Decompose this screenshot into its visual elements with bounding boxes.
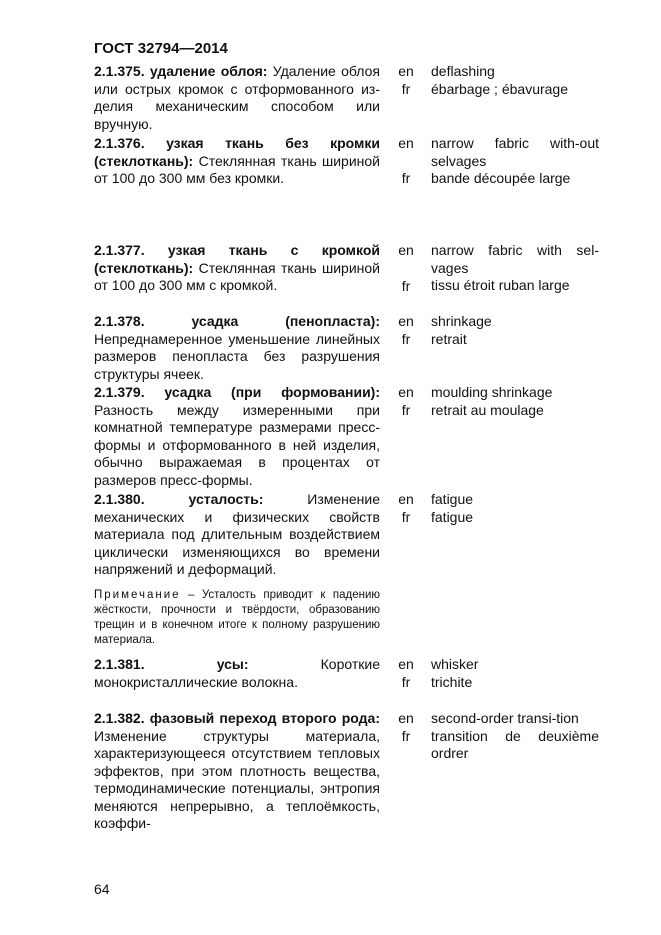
term-text <box>94 384 380 489</box>
term-name: усадка (при формовании): <box>164 384 380 400</box>
term-definition: Стеклянная ткань шириной от 100 до 300 мм без кромки. <box>94 152 380 186</box>
equivalents-column <box>431 384 599 419</box>
en-equivalent: narrow fabric with sel-vages <box>431 242 599 276</box>
note <box>94 588 380 648</box>
term-definition: Короткие монокристаллические волокна. <box>94 656 380 690</box>
term-number: 2.1.375. <box>94 63 145 79</box>
lang-fr-label: fr <box>401 278 411 294</box>
term-name: усталость: <box>188 491 264 507</box>
en-equivalent: narrow fabric with-out selvages <box>431 135 599 169</box>
term-text <box>94 135 380 188</box>
en-equivalent: moulding shrinkage <box>431 384 553 400</box>
fr-equivalent: ébarbage ; ébavurage <box>431 80 568 97</box>
lang-en-label: en <box>398 656 414 672</box>
term-definition: Изменение механических и физических свойств материала под длительным воздействием циклически изменяющихся во времени напряжений и деформаций. <box>94 491 380 577</box>
term-text <box>94 242 380 295</box>
page-number: 64 <box>94 881 110 897</box>
lang-en-label: en <box>398 313 414 329</box>
term-number: 2.1.377. <box>94 242 145 258</box>
lang-column <box>394 491 418 526</box>
lang-fr-label: fr <box>401 170 411 186</box>
equivalents-column <box>431 135 599 188</box>
fr-equivalent: bande découpée large <box>431 170 571 186</box>
lang-en-label: en <box>398 384 414 400</box>
term-text <box>94 63 380 133</box>
term-definition: Стеклянная ткань шириной от 100 до 300 мм с кромкой. <box>94 259 380 293</box>
en-equivalent: whisker <box>431 656 479 672</box>
fr-equivalent: fatigue <box>431 508 474 525</box>
lang-column <box>394 278 418 296</box>
en-equivalent: deflashing <box>431 63 495 79</box>
term-number: 2.1.382. <box>94 710 145 726</box>
term-definition: Удаление облоя или острых кромок с отформованного из-делия механическим способом или вручную. <box>94 63 380 132</box>
term-text <box>94 710 380 833</box>
term-number: 2.1.381. <box>94 656 145 672</box>
note-text: – Усталость приводит к падению жёсткости, прочности и твёрдости, образованию трещин и в конечном итоге к полному разрушению материала. <box>94 589 380 646</box>
lang-fr-label: fr <box>401 401 411 418</box>
equivalents-column <box>431 656 599 691</box>
lang-column <box>394 710 418 745</box>
term-definition: Разность между измеренными при комнатной температуре размерами пресс-формы и отформованного в ней изделия, обычно выражаемая в процентах от размеров пресс-формы. <box>94 401 380 488</box>
lang-column <box>394 313 418 348</box>
term-number: 2.1.378. <box>94 313 145 329</box>
lang-column <box>394 170 418 188</box>
fr-equivalent: retrait au moulage <box>431 401 544 418</box>
term-number: 2.1.376. <box>94 135 145 151</box>
term-number: 2.1.380. <box>94 491 145 507</box>
fr-equivalent: retrait <box>431 330 467 347</box>
equivalents-column <box>431 710 599 763</box>
equivalents-column <box>431 491 599 526</box>
term-name: узкая ткань без кромки (стеклоткань): <box>94 135 380 169</box>
term-name: удаление облоя: <box>149 63 268 79</box>
note-label: Примечание <box>94 589 181 601</box>
fr-equivalent: trichite <box>431 673 473 690</box>
lang-column <box>394 242 418 260</box>
en-equivalent: second-order transi-tion <box>431 710 579 726</box>
term-definition: Непреднамеренное уменьшение линейных размеров пенопласта без разрушения структуры ячеек. <box>94 330 380 382</box>
equivalents-column <box>431 313 599 348</box>
lang-en-label: en <box>398 710 414 726</box>
fr-equivalent: tissu étroit ruban large <box>431 277 570 293</box>
lang-fr-label: fr <box>401 673 411 690</box>
lang-column <box>394 63 418 98</box>
en-equivalent: shrinkage <box>431 313 492 329</box>
term-name: фазовый переход второго рода: <box>149 710 380 726</box>
lang-column <box>394 656 418 691</box>
term-text <box>94 313 380 383</box>
lang-fr-label: fr <box>401 727 411 744</box>
en-equivalent: fatigue <box>431 491 474 507</box>
lang-column <box>394 384 418 419</box>
fr-equivalent: transition de deuxième ordrer <box>431 727 599 761</box>
document-header: ГОСТ 32794—2014 <box>94 40 228 57</box>
term-definition: Изменение структуры материала, характеризующееся отсутствием тепловых эффектов, при этом плотность вещества, термодинамические потенциалы, энтропия меняются непрерывно, а теплоёмкость, коэффи- <box>94 727 380 831</box>
lang-fr-label: fr <box>401 330 411 347</box>
term-name: узкая ткань с кромкой (стеклоткань): <box>94 242 381 276</box>
lang-en-label: en <box>398 491 414 507</box>
lang-fr-label: fr <box>401 80 411 97</box>
term-text <box>94 656 380 691</box>
term-name: усы: <box>216 656 249 672</box>
equivalents-column <box>431 63 599 98</box>
lang-fr-label: fr <box>401 508 411 525</box>
term-name: усадка (пенопласта): <box>191 313 380 329</box>
equivalents-column <box>431 242 599 295</box>
lang-en-label: en <box>398 135 414 151</box>
lang-en-label: en <box>398 242 414 258</box>
term-text <box>94 491 380 579</box>
term-number: 2.1.379. <box>94 384 145 400</box>
lang-column <box>394 135 418 153</box>
lang-en-label: en <box>398 63 414 79</box>
